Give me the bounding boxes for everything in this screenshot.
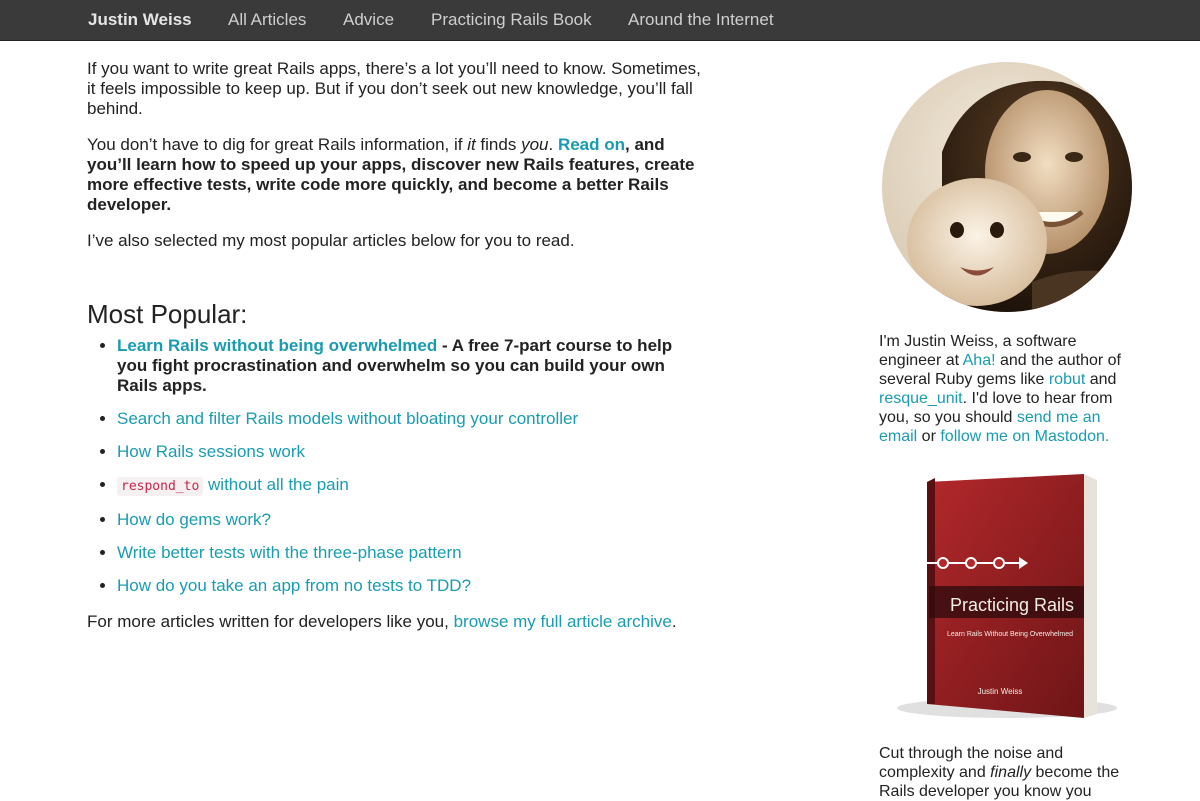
resque-unit-link[interactable]: resque_unit: [879, 390, 963, 407]
text: . I'd love to hear from you, so you should: [879, 390, 1113, 426]
article-link[interactable]: How do gems work?: [117, 510, 272, 529]
intro-paragraph: If you want to write great Rails apps, there’s a lot you’ll need to know. Sometimes, it feels impossible to keep up. But if you don’t seek out new knowledge, you’ll fall behind.: [87, 59, 701, 118]
list-item: [117, 336, 707, 396]
book-title: Practicing Rails: [949, 595, 1075, 615]
text: I'm Justin Weiss, a software engineer at: [879, 333, 1077, 369]
article-link[interactable]: without all the pain: [208, 475, 349, 494]
book-cta: [879, 744, 1137, 801]
article-link[interactable]: Write better tests with the three-phase pattern: [117, 543, 462, 562]
read-on-paragraph: [87, 135, 707, 215]
text: Cut through the noise and complexity and: [879, 745, 1064, 781]
nav-all-articles[interactable]: All Articles: [228, 10, 307, 29]
list-item: [117, 543, 707, 563]
nav-advice[interactable]: Advice: [343, 10, 395, 29]
book-subtitle: Learn Rails Without Being Overwhelmed: [946, 631, 1074, 638]
email-link[interactable]: send me an email: [879, 409, 1101, 445]
top-navbar: [0, 0, 1200, 41]
author-avatar: [882, 62, 1132, 312]
archive-link[interactable]: browse my full article archive: [453, 612, 672, 631]
list-item: [117, 475, 707, 497]
text: You don’t have to dig for great Rails information, if: [87, 135, 468, 154]
list-item: [117, 510, 707, 530]
learn-rails-link[interactable]: Learn Rails without being overwhelmed: [117, 336, 438, 355]
book-cover-image[interactable]: [879, 468, 1137, 726]
robut-link[interactable]: robut: [1048, 371, 1086, 388]
course-description: - A free 7-part course to help you fight procrastination and overwhelm so you can build your own Rails apps.: [117, 336, 673, 395]
text: .: [548, 135, 558, 154]
list-item: [117, 576, 707, 596]
mastodon-link[interactable]: follow me on Mastodon.: [940, 428, 1110, 445]
brand-link[interactable]: Justin Weiss: [88, 10, 192, 29]
text: or: [917, 428, 941, 445]
archive-paragraph: [87, 612, 707, 632]
article-link[interactable]: How do you take an app from no tests to TDD?: [117, 576, 472, 595]
text: and the author of several Ruby gems like: [879, 352, 1121, 388]
text: .: [671, 612, 677, 631]
emphasis-it: it: [467, 135, 476, 154]
list-item: [117, 409, 707, 429]
author-bio: [879, 332, 1137, 446]
text: and: [1085, 371, 1117, 388]
article-link[interactable]: Search and filter Rails models without bloating your controller: [117, 409, 579, 428]
list-item: [117, 442, 707, 462]
respond-to-code: respond_to: [117, 477, 203, 496]
article-link[interactable]: How Rails sessions work: [117, 442, 305, 461]
most-popular-heading: Most Popular:: [87, 299, 248, 329]
nav-practicing-rails-book[interactable]: Practicing Rails Book: [431, 10, 592, 29]
text: become the Rails developer you know you: [879, 764, 1120, 800]
sidebar: [879, 62, 1137, 801]
text: For more articles written for developers like you,: [87, 612, 454, 631]
popular-list: [87, 336, 707, 596]
book-author: Justin Weiss: [977, 687, 1023, 696]
nav-around-the-internet[interactable]: Around the Internet: [628, 10, 774, 29]
emphasis-you: you: [521, 135, 549, 154]
aha-link[interactable]: Aha!: [962, 352, 996, 369]
selected-paragraph: I’ve also selected my most popular articles below for you to read.: [87, 231, 575, 250]
bold-text: , and you’ll learn how to speed up your apps, discover new Rails features, create more effective tests, write code more quickly, and become a better Rails developer.: [87, 135, 695, 214]
emphasis-finally: finally: [990, 764, 1032, 781]
read-on-link[interactable]: Read on: [557, 135, 625, 154]
main-content: [87, 59, 707, 648]
text: finds: [475, 135, 522, 154]
